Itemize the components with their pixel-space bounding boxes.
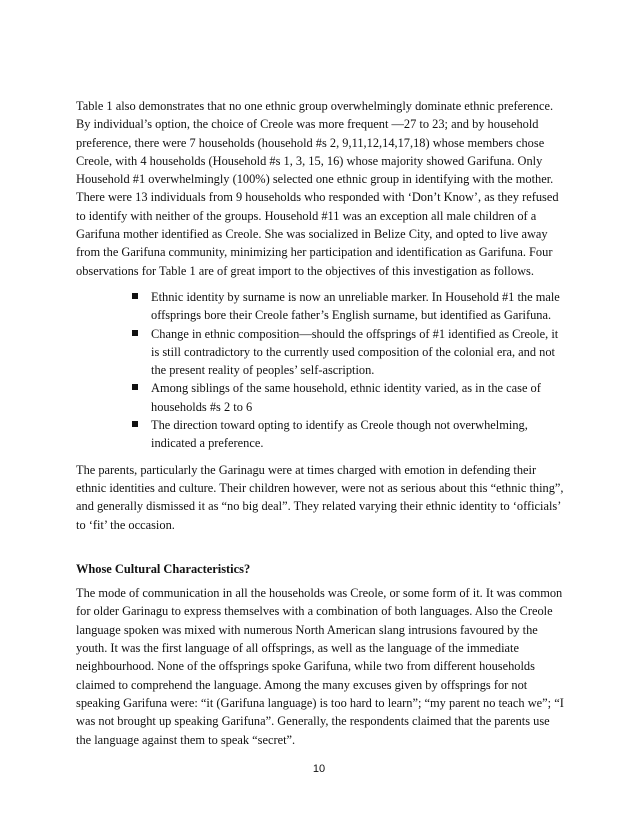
list-item [132,416,566,453]
list-item-text: Among siblings of the same household, ethnic identity varied, as in the case of households #s 2 to 6 [151,381,541,414]
square-bullet-icon [132,384,138,390]
square-bullet-icon [132,293,138,299]
document-page [76,97,566,757]
list-item-text: Change in ethnic composition—should the offsprings of #1 identified as Creole, it is still contradictory to the currently used composition of the colonial era, and not the present reality of peoples’ self-ascription. [151,326,559,378]
page-number: 10 [312,763,326,775]
square-bullet-icon [132,421,138,427]
observations-list [76,288,566,453]
square-bullet-icon [132,330,138,336]
list-item [132,288,566,325]
paragraph-communication: The mode of communication in all the households was Creole, or some form of it. It was common for older Garinagu to express themselves with a combination of both languages. Also the Creole language spoken was mixed with numerous North American slang intrusions favoured by the youth. It was the first language of all offsprings, as well as the language of the immediate neighbourhood. None of the offsprings spoke Garifuna, while two from different households claimed to comprehend the language. Among the many excuses given by offsprings for not speaking Garifuna were: “it (Garifuna language) is too hard to learn”; “my parent no teach we”; “I was not brought up speaking Garifuna”. Generally, the respondents claimed that the parents use the language against them to speak “secret”. [76,586,564,747]
list-item [132,379,566,416]
section-heading: Whose Cultural Characteristics? [76,561,251,576]
list-item-text: The direction toward opting to identify as Creole though not overwhelming, indicated a preference. [151,418,528,451]
list-item [132,325,566,380]
list-item-text: Ethnic identity by surname is now an unreliable marker. In Household #1 the male offsprings bore their Creole father’s English surname, but identified as Garifuna. [151,289,560,323]
paragraph-parents-emotion: The parents, particularly the Garinagu were at times charged with emotion in defending their ethnic identities and culture. Their children however, were not as serious about this “ethnic thing”, and generally dismissed it as “no big deal”. They related varying their ethnic identity to ‘officials’ to ‘fit’ the occasion. [76,462,564,532]
paragraph-table-1-summary: Table 1 also demonstrates that no one ethnic group overwhelmingly dominate ethnic preference. By individual’s option, the choice of Creole was more frequent —27 to 23; and by household preference, there were 7 households (household #s 2, 9,11,12,14,17,18) whose members chose Creole, with 4 households (Household #s 1, 3, 15, 16) whose majority showed Garifuna. Only Household #1 overwhelmingly (100%) selected one ethnic group in identifying with the mother. There were 13 individuals from 9 households who responded with ‘Don’t Know’, as they refused to identify with neither of the groups. Household #11 was an exception all male children of a Garifuna mother identified as Creole. She was socialized in Belize City, and opted to live away from the Garifuna community, minimizing her participation and identification as Garifuna. Four observations for Table 1 are of great import to the objectives of this investigation as follows. [76,99,559,278]
